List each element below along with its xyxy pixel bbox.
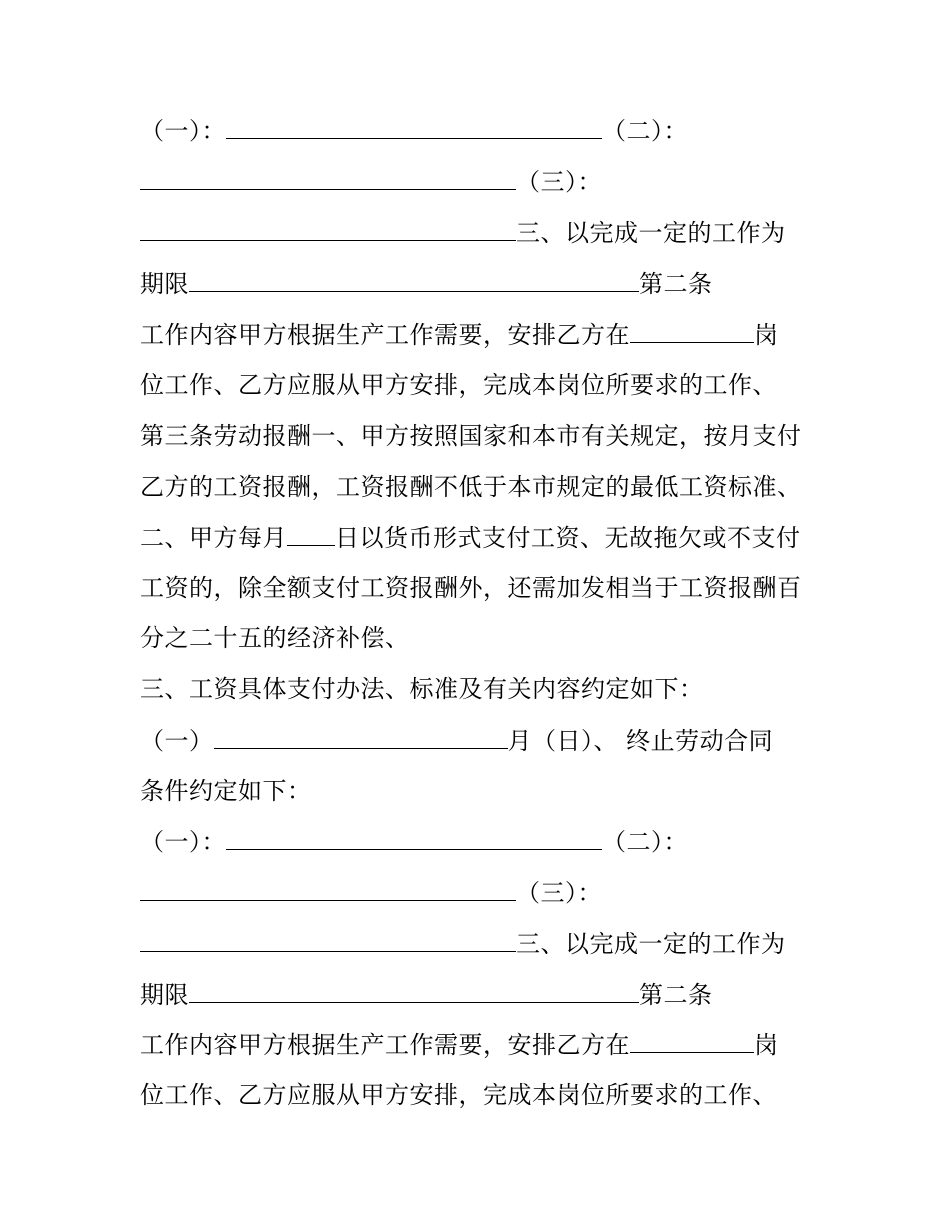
line-text: 月（日）、 终止劳动合同 [507, 727, 774, 755]
line-text: 工作内容甲方根据生产工作需要，安排乙方在 [140, 321, 630, 349]
line-text: （三）： [516, 879, 602, 907]
line-text: 三、以完成一定的工作为 [516, 930, 786, 958]
text-line [140, 161, 602, 201]
text-line: 条件约定如下： [140, 777, 312, 805]
line-text: 期限 [140, 270, 189, 298]
text-line [140, 872, 602, 912]
text-line: 三、工资具体支付办法、标准及有关内容约定如下： [140, 675, 704, 703]
fill-in-blank[interactable] [140, 872, 516, 901]
fill-in-blank[interactable] [189, 974, 639, 1003]
text-line [140, 263, 713, 303]
text-line [140, 110, 688, 150]
text-line: 乙方的工资报酬，工资报酬不低于本市规定的最低工资标准、 [140, 473, 802, 501]
fill-in-blank[interactable] [630, 1024, 754, 1053]
text-line [140, 1024, 779, 1064]
text-line [140, 212, 786, 252]
text-line [140, 923, 786, 963]
line-text: （二）： [602, 117, 688, 145]
fill-in-blank[interactable] [214, 720, 508, 749]
line-text: 第二条 [639, 270, 713, 298]
line-text: 工作内容甲方根据生产工作需要，安排乙方在 [140, 1031, 630, 1059]
text-line: 分之二十五的经济补偿、 [140, 624, 410, 652]
fill-in-blank[interactable] [287, 517, 335, 546]
line-text: 日以货币形式支付工资、无故拖欠或不支付 [335, 524, 801, 552]
line-text: （一） [140, 727, 214, 755]
line-text: 岗 [754, 1031, 779, 1059]
line-text: 岗 [754, 321, 779, 349]
text-line [140, 720, 773, 760]
text-line [140, 974, 713, 1014]
text-line [140, 517, 801, 557]
text-line: 第三条劳动报酬一、甲方按照国家和本市有关规定，按月支付 [140, 422, 802, 450]
line-text: 期限 [140, 981, 189, 1009]
line-text: （二）： [602, 828, 688, 856]
fill-in-blank[interactable] [140, 212, 516, 241]
fill-in-blank[interactable] [140, 161, 516, 190]
line-text: 三、以完成一定的工作为 [516, 219, 786, 247]
fill-in-blank[interactable] [630, 314, 754, 343]
text-line: 工资的，除全额支付工资报酬外，还需加发相当于工资报酬百 [140, 574, 802, 602]
line-text: （一）： [140, 828, 226, 856]
line-text: （一）： [140, 117, 226, 145]
text-line [140, 314, 779, 354]
fill-in-blank[interactable] [226, 821, 602, 850]
fill-in-blank[interactable] [189, 263, 639, 292]
line-text: 二、甲方每月 [140, 524, 287, 552]
fill-in-blank[interactable] [226, 110, 602, 139]
text-line: 位工作、乙方应服从甲方安排，完成本岗位所要求的工作、 [140, 371, 777, 399]
line-text: 第二条 [639, 981, 713, 1009]
text-line: 位工作、乙方应服从甲方安排，完成本岗位所要求的工作、 [140, 1081, 777, 1109]
text-line [140, 821, 688, 861]
fill-in-blank[interactable] [140, 923, 516, 952]
line-text: （三）： [516, 168, 602, 196]
